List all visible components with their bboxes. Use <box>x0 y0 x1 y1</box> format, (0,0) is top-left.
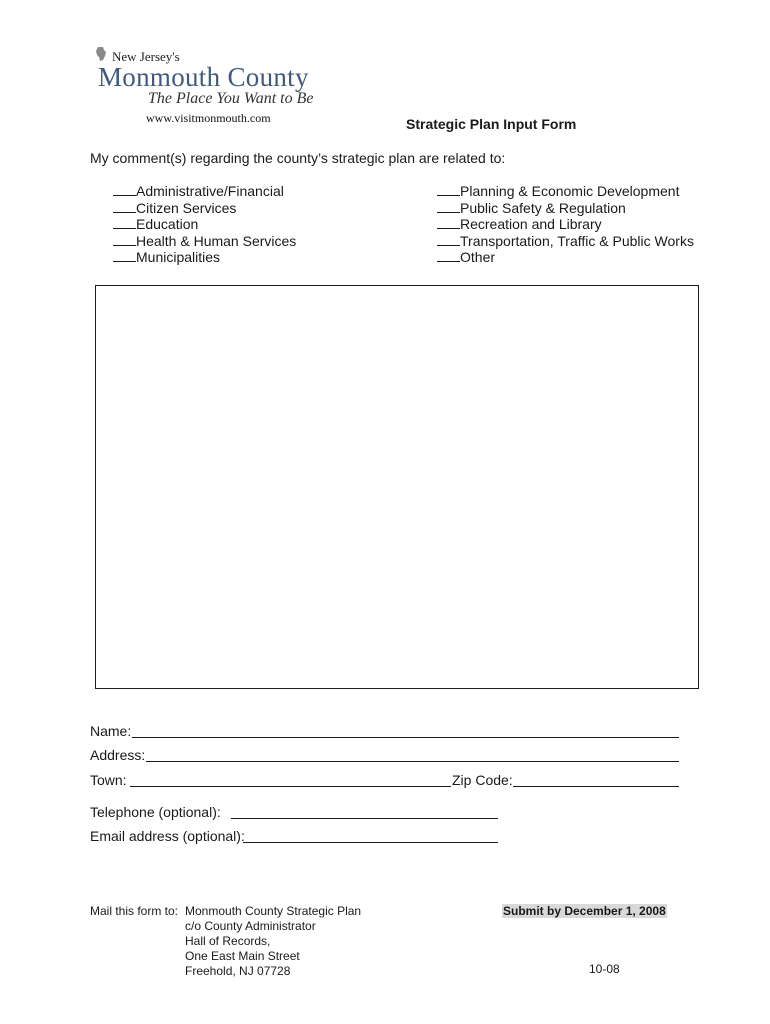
intro-text: My comment(s) regarding the county’s strategic plan are related to: <box>90 150 506 166</box>
checkbox-blank[interactable] <box>437 233 460 246</box>
checkbox-blank[interactable] <box>113 183 136 196</box>
mailing-address <box>185 904 361 979</box>
telephone-field[interactable] <box>231 818 498 819</box>
address-line: c/o County Administrator <box>185 919 316 933</box>
logo-url: www.visitmonmouth.com <box>146 111 271 125</box>
town-label: Town: <box>90 772 127 788</box>
address-line: Freehold, NJ 07728 <box>185 964 291 978</box>
zip-code-label: Zip Code: <box>452 772 513 788</box>
comment-textarea[interactable] <box>95 285 699 689</box>
checkbox-blank[interactable] <box>437 216 460 229</box>
logo-county-name: Monmouth County <box>98 62 309 92</box>
checkbox-blank[interactable] <box>437 183 460 196</box>
town-field[interactable] <box>130 786 451 787</box>
address-field[interactable] <box>146 761 679 762</box>
checkbox-blank[interactable] <box>113 216 136 229</box>
logo-new-jerseys: New Jersey's <box>112 49 180 64</box>
new-jersey-map-icon <box>94 46 108 62</box>
category-option[interactable]: Municipalities <box>113 249 296 266</box>
category-option[interactable]: Planning & Economic Development <box>437 183 694 200</box>
address-line: Monmouth County Strategic Plan <box>185 904 362 918</box>
mail-label: Mail this form to: <box>90 904 179 918</box>
monmouth-county-logo <box>90 44 330 130</box>
category-option[interactable]: Public Safety & Regulation <box>437 200 694 217</box>
name-label: Name: <box>90 723 132 739</box>
checkbox-blank[interactable] <box>113 200 136 213</box>
logo-tagline: The Place You Want to Be <box>148 90 314 107</box>
zip-code-field[interactable] <box>513 786 679 787</box>
category-option[interactable]: Education <box>113 216 296 233</box>
category-list-left <box>113 183 296 266</box>
category-option[interactable]: Administrative/Financial <box>113 183 296 200</box>
submit-deadline: Submit by December 1, 2008 <box>503 904 666 918</box>
category-list-right <box>437 183 694 266</box>
category-option[interactable]: Health & Human Services <box>113 233 296 250</box>
form-title: Strategic Plan Input Form <box>406 116 577 132</box>
name-field[interactable] <box>132 737 679 738</box>
address-line: Hall of Records, <box>185 934 271 948</box>
address-line: One East Main Street <box>185 949 300 963</box>
checkbox-blank[interactable] <box>437 200 460 213</box>
telephone-label: Telephone (optional): <box>90 804 221 820</box>
address-label: Address: <box>90 747 146 763</box>
email-field[interactable] <box>243 842 498 843</box>
category-option[interactable]: Transportation, Traffic & Public Works <box>437 233 694 250</box>
category-option[interactable]: Other <box>437 249 694 266</box>
category-option[interactable]: Citizen Services <box>113 200 296 217</box>
checkbox-blank[interactable] <box>113 233 136 246</box>
checkbox-blank[interactable] <box>113 249 136 262</box>
checkbox-blank[interactable] <box>437 249 460 262</box>
form-code: 10-08 <box>589 962 620 976</box>
category-option[interactable]: Recreation and Library <box>437 216 694 233</box>
email-label: Email address (optional): <box>90 828 245 844</box>
